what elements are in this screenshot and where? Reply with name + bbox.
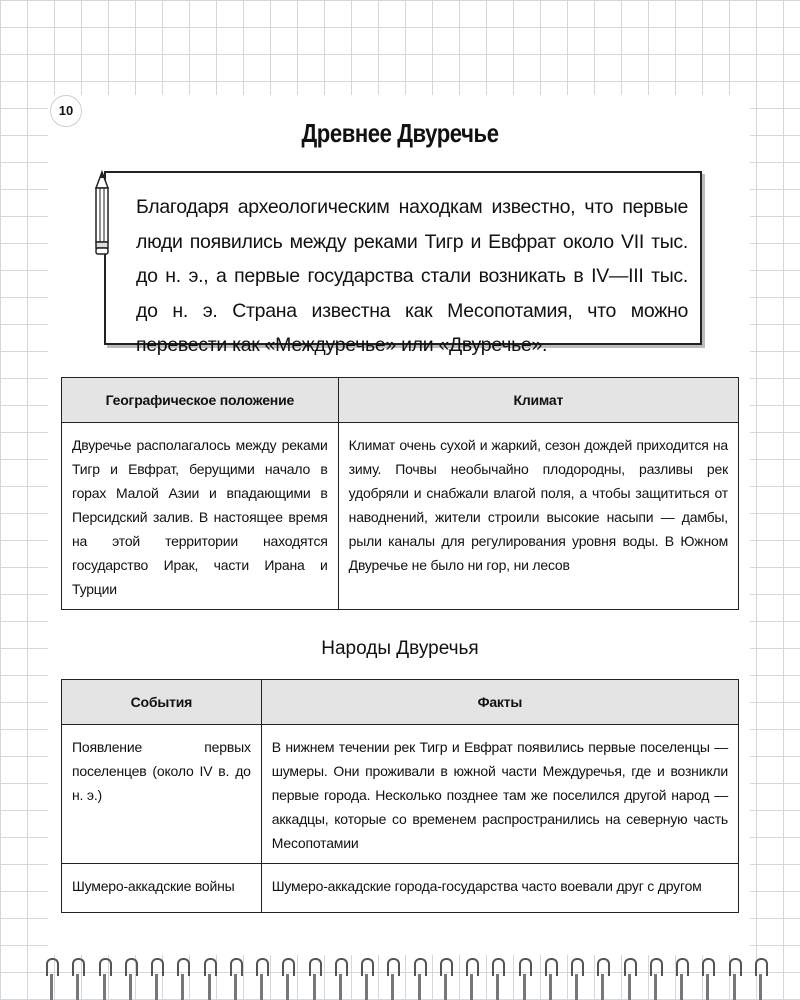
spiral-ring-icon bbox=[702, 948, 713, 1000]
spiral-ring-icon bbox=[729, 948, 740, 1000]
spiral-ring-icon bbox=[624, 948, 635, 1000]
spiral-ring-icon bbox=[335, 948, 346, 1000]
table-row bbox=[62, 864, 739, 913]
column-header-events: События bbox=[62, 680, 262, 725]
column-header-geography: Географическое положение bbox=[62, 378, 339, 423]
event-cell: Появление первых поселенцев (около IV в. до н. э.) bbox=[62, 725, 262, 864]
climate-cell: Климат очень сухой и жаркий, сезон дождей приходится на зиму. Почвы необычайно плодородны, разливы рек удобряли и снабжали влагой поля, а чтобы защититься от наводнений, жители строили высокие насыпи — дамбы, рыли каналы для регулирования уровня воды. В Южном Двуречье не было ни гор, ни лесов bbox=[338, 423, 738, 610]
table-row bbox=[62, 423, 739, 610]
column-header-climate: Климат bbox=[338, 378, 738, 423]
spiral-ring-icon bbox=[676, 948, 687, 1000]
spiral-ring-icon bbox=[177, 948, 188, 1000]
peoples-table bbox=[61, 679, 739, 913]
spiral-ring-icon bbox=[46, 948, 57, 1000]
spiral-ring-icon bbox=[571, 948, 582, 1000]
spiral-ring-icon bbox=[440, 948, 451, 1000]
spiral-ring-icon bbox=[414, 948, 425, 1000]
spiral-ring-icon bbox=[151, 948, 162, 1000]
spiral-ring-icon bbox=[545, 948, 556, 1000]
spiral-ring-icon bbox=[466, 948, 477, 1000]
spiral-ring-icon bbox=[492, 948, 503, 1000]
spiral-ring-icon bbox=[99, 948, 110, 1000]
spiral-ring-icon bbox=[309, 948, 320, 1000]
spiral-ring-icon bbox=[72, 948, 83, 1000]
spiral-ring-icon bbox=[282, 948, 293, 1000]
spiral-ring-icon bbox=[204, 948, 215, 1000]
spiral-ring-icon bbox=[650, 948, 661, 1000]
spiral-ring-icon bbox=[597, 948, 608, 1000]
column-header-facts: Факты bbox=[261, 680, 738, 725]
page-title: Древнее Двуречье bbox=[301, 118, 499, 148]
geography-cell: Двуречье располагалось между реками Тигр и Евфрат, берущими начало в горах Малой Азии и впадающими в Персидский залив. В настоящее время на этой территории находятся государство Ирак, части Ирана и Турции bbox=[62, 423, 339, 610]
spiral-ring-icon bbox=[125, 948, 136, 1000]
pencil-icon bbox=[93, 170, 111, 256]
fact-cell: В нижнем течении рек Тигр и Евфрат появились первые поселенцы — шумеры. Они проживали в южной части Междуречья, где и возникли первые города. Несколько позднее там же поселился другой народ — аккадцы, которые со временем распространились на северную часть Месопотамии bbox=[261, 725, 738, 864]
intro-text: Благодаря археологическим находкам известно, что первые люди появились между реками Тигр и Евфрат около VII тыс. до н. э., а первые государства стали возникать в IV—III тыс. до н. э. Страна известна как Месопотамия, что можно перевести как «Междуречье» или «Двуречье». bbox=[136, 196, 688, 356]
spiral-ring-icon bbox=[230, 948, 241, 1000]
geography-climate-table bbox=[61, 377, 739, 610]
spiral-ring-icon bbox=[387, 948, 398, 1000]
spiral-binding bbox=[46, 948, 766, 1000]
fact-cell: Шумеро-аккадские города-государства часто воевали друг с другом bbox=[261, 864, 738, 913]
spiral-ring-icon bbox=[755, 948, 766, 1000]
table-row bbox=[62, 725, 739, 864]
spiral-ring-icon bbox=[519, 948, 530, 1000]
page-number: 10 bbox=[50, 95, 82, 127]
event-cell: Шумеро-аккадские войны bbox=[62, 864, 262, 913]
spiral-ring-icon bbox=[361, 948, 372, 1000]
section-heading: Народы Двуречья bbox=[321, 638, 479, 659]
spiral-ring-icon bbox=[256, 948, 267, 1000]
